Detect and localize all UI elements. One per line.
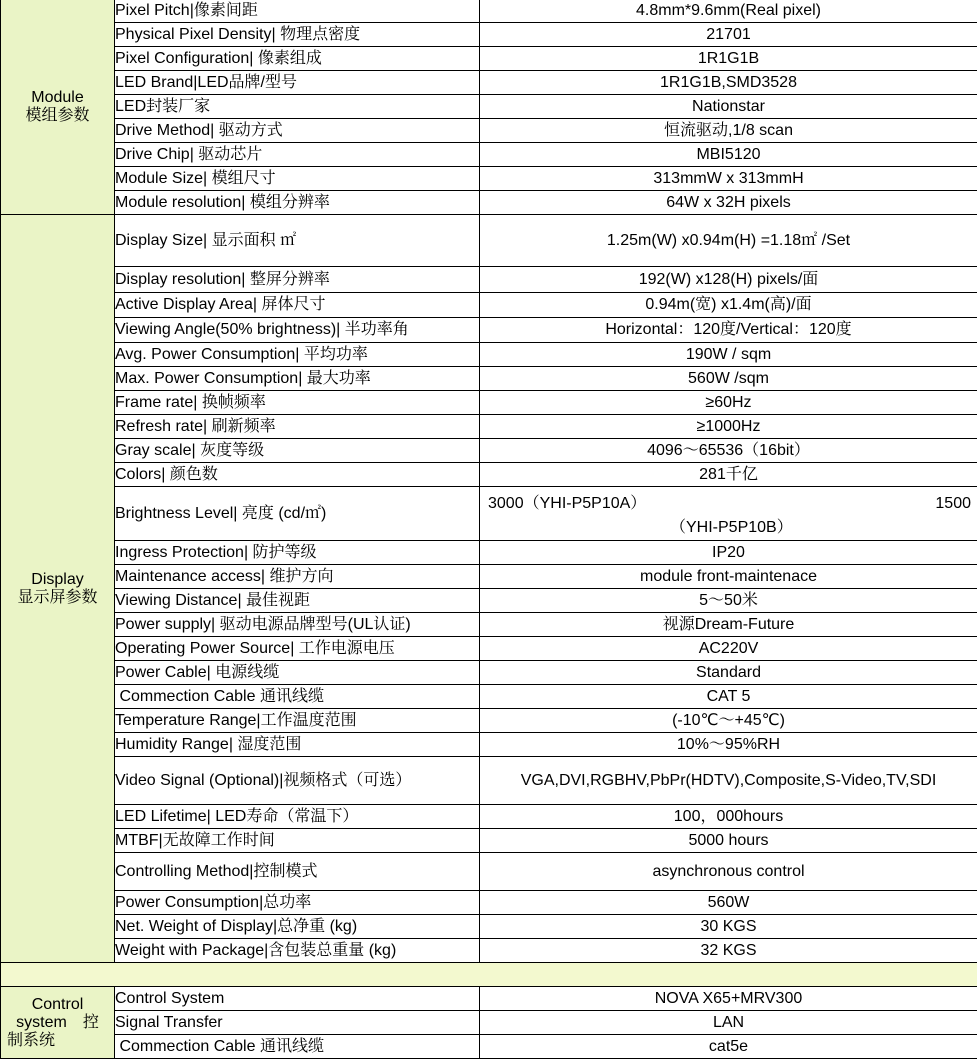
row-label: Max. Power Consumption| 最大功率 xyxy=(115,367,480,391)
section-display-cn: 显示屏参数 xyxy=(17,588,98,606)
brightness-value xyxy=(480,487,977,541)
row-value: CAT 5 xyxy=(480,685,977,709)
row-value: 313mmW x 313mmH xyxy=(480,167,977,191)
row-label: Net. Weight of Display|总净重 (kg) xyxy=(115,915,480,939)
row-label: Temperature Range|工作温度范围 xyxy=(115,709,480,733)
table-row xyxy=(1,23,977,47)
row-value: Nationstar xyxy=(480,95,977,119)
table-row xyxy=(1,589,977,613)
row-label: Active Display Area| 屏体尺寸 xyxy=(115,293,480,318)
table-row xyxy=(1,47,977,71)
section-module xyxy=(1,0,115,215)
table-row xyxy=(1,215,977,267)
table-row xyxy=(1,637,977,661)
row-label: Colors| 颜色数 xyxy=(115,463,480,487)
table-row xyxy=(1,685,977,709)
row-value: 21701 xyxy=(480,23,977,47)
row-value: 1.25m(W) x0.94m(H) =1.18㎡ /Set xyxy=(480,215,977,267)
row-label: Power Cable| 电源线缆 xyxy=(115,661,480,685)
row-label: Weight with Package|含包装总重量 (kg) xyxy=(115,939,480,963)
row-value: 恒流驱动,1/8 scan xyxy=(480,119,977,143)
row-label: Brightness Level| 亮度 (cd/㎡) xyxy=(115,487,480,541)
table-row xyxy=(1,805,977,829)
section-module-en: Module xyxy=(31,88,84,106)
table-row xyxy=(1,267,977,293)
row-value: 190W / sqm xyxy=(480,343,977,367)
row-label: Power Consumption|总功率 xyxy=(115,891,480,915)
row-value: (-10℃～+45℃) xyxy=(480,709,977,733)
table-row xyxy=(1,733,977,757)
row-value: 10%～95%RH xyxy=(480,733,977,757)
section-display xyxy=(1,215,115,963)
row-value: 560W /sqm xyxy=(480,367,977,391)
spacer-cell xyxy=(1,963,977,987)
row-label: Maintenance access| 维护方向 xyxy=(115,565,480,589)
spacer-row xyxy=(1,963,977,987)
row-value: ≥60Hz xyxy=(480,391,977,415)
section-control-line2: system 控 xyxy=(16,1013,99,1031)
row-value: 64W x 32H pixels xyxy=(480,191,977,215)
table-row xyxy=(1,391,977,415)
table-row xyxy=(1,191,977,215)
row-value: VGA,DVI,RGBHV,PbPr(HDTV),Composite,S-Video,TV,SDI xyxy=(480,757,977,805)
section-control-line3: 制系统 xyxy=(7,1031,56,1049)
row-label: Commection Cable 通讯线缆 xyxy=(115,1035,480,1059)
row-label: Commection Cable 通讯线缆 xyxy=(115,685,480,709)
row-value: cat5e xyxy=(480,1035,977,1059)
row-label: Drive Chip| 驱动芯片 xyxy=(115,143,480,167)
table-row xyxy=(1,119,977,143)
section-display-en: Display xyxy=(31,570,84,588)
table-row xyxy=(1,343,977,367)
row-label: Viewing Distance| 最佳视距 xyxy=(115,589,480,613)
row-value: 560W xyxy=(480,891,977,915)
row-label: Frame rate| 换帧频率 xyxy=(115,391,480,415)
row-value: 1R1G1B xyxy=(480,47,977,71)
row-label: Drive Method| 驱动方式 xyxy=(115,119,480,143)
table-row xyxy=(1,463,977,487)
row-label: Ingress Protection| 防护等级 xyxy=(115,541,480,565)
row-label: Physical Pixel Density| 物理点密度 xyxy=(115,23,480,47)
row-label: Signal Transfer xyxy=(115,1011,480,1035)
row-value: NOVA X65+MRV300 xyxy=(480,987,977,1011)
table-row xyxy=(1,1011,977,1035)
row-value: 32 KGS xyxy=(480,939,977,963)
row-value: 100，000hours xyxy=(480,805,977,829)
row-value: IP20 xyxy=(480,541,977,565)
table-row xyxy=(1,613,977,637)
table-row xyxy=(1,915,977,939)
row-label: Pixel Pitch|像素间距 xyxy=(115,0,480,23)
row-value: module front-maintenace xyxy=(480,565,977,589)
brightness-value-b: 1500 xyxy=(935,494,971,512)
table-row xyxy=(1,71,977,95)
row-label: Operating Power Source| 工作电源电压 xyxy=(115,637,480,661)
table-row xyxy=(1,167,977,191)
row-label: MTBF|无故障工作时间 xyxy=(115,829,480,853)
row-value: 5000 hours xyxy=(480,829,977,853)
row-value: 视源Dream-Future xyxy=(480,613,977,637)
row-value: 4.8mm*9.6mm(Real pixel) xyxy=(480,0,977,23)
table-row xyxy=(1,95,977,119)
row-label: Pixel Configuration| 像素组成 xyxy=(115,47,480,71)
table-row xyxy=(1,565,977,589)
table-row xyxy=(1,1035,977,1059)
row-value: 281千亿 xyxy=(480,463,977,487)
table-row xyxy=(1,439,977,463)
table-row xyxy=(1,661,977,685)
row-label: Display Size| 显示面积 ㎡ xyxy=(115,215,480,267)
row-label: Display resolution| 整屏分辨率 xyxy=(115,267,480,293)
row-label: Refresh rate| 刷新频率 xyxy=(115,415,480,439)
row-label: LED Brand|LED品牌/型号 xyxy=(115,71,480,95)
table-row xyxy=(1,709,977,733)
row-label: Video Signal (Optional)|视频格式（可选） xyxy=(115,757,480,805)
row-label: Module Size| 模组尺寸 xyxy=(115,167,480,191)
row-label: LED封装厂家 xyxy=(115,95,480,119)
table-row xyxy=(1,318,977,343)
row-label: Power supply| 驱动电源品牌型号(UL认证) xyxy=(115,613,480,637)
row-label: Gray scale| 灰度等级 xyxy=(115,439,480,463)
row-label: Viewing Angle(50% brightness)| 半功率角 xyxy=(115,318,480,343)
table-row xyxy=(1,0,977,23)
table-row xyxy=(1,143,977,167)
table-row xyxy=(1,891,977,915)
row-value: 4096～65536（16bit） xyxy=(480,439,977,463)
row-value: 192(W) x128(H) pixels/面 xyxy=(480,267,977,293)
table-row xyxy=(1,487,977,541)
row-value: 1R1G1B,SMD3528 xyxy=(480,71,977,95)
row-value: LAN xyxy=(480,1011,977,1035)
row-value: ≥1000Hz xyxy=(480,415,977,439)
section-control xyxy=(1,987,115,1059)
section-control-line1: Control xyxy=(31,995,84,1013)
table-row xyxy=(1,987,977,1011)
row-label: Avg. Power Consumption| 平均功率 xyxy=(115,343,480,367)
row-value: Horizontal：120度/Vertical：120度 xyxy=(480,318,977,343)
row-value: AC220V xyxy=(480,637,977,661)
row-label: LED Lifetime| LED寿命（常温下） xyxy=(115,805,480,829)
section-module-cn: 模组参数 xyxy=(25,106,90,124)
row-value: MBI5120 xyxy=(480,143,977,167)
table-row xyxy=(1,939,977,963)
table-row xyxy=(1,829,977,853)
row-value: 5～50米 xyxy=(480,589,977,613)
row-label: Humidity Range| 湿度范围 xyxy=(115,733,480,757)
table-row xyxy=(1,853,977,891)
row-label: Module resolution| 模组分辨率 xyxy=(115,191,480,215)
table-row xyxy=(1,541,977,565)
row-value: Standard xyxy=(480,661,977,685)
brightness-value-c: （YHI-P5P10B） xyxy=(670,518,793,536)
table-row xyxy=(1,757,977,805)
row-value: 0.94m(宽) x1.4m(高)/面 xyxy=(480,293,977,318)
row-label: Control System xyxy=(115,987,480,1011)
table-row xyxy=(1,415,977,439)
brightness-value-a: 3000（YHI-P5P10A） xyxy=(488,494,647,512)
row-value: 30 KGS xyxy=(480,915,977,939)
row-label: Controlling Method|控制模式 xyxy=(115,853,480,891)
row-value: asynchronous control xyxy=(480,853,977,891)
table-row xyxy=(1,293,977,318)
table-row xyxy=(1,367,977,391)
